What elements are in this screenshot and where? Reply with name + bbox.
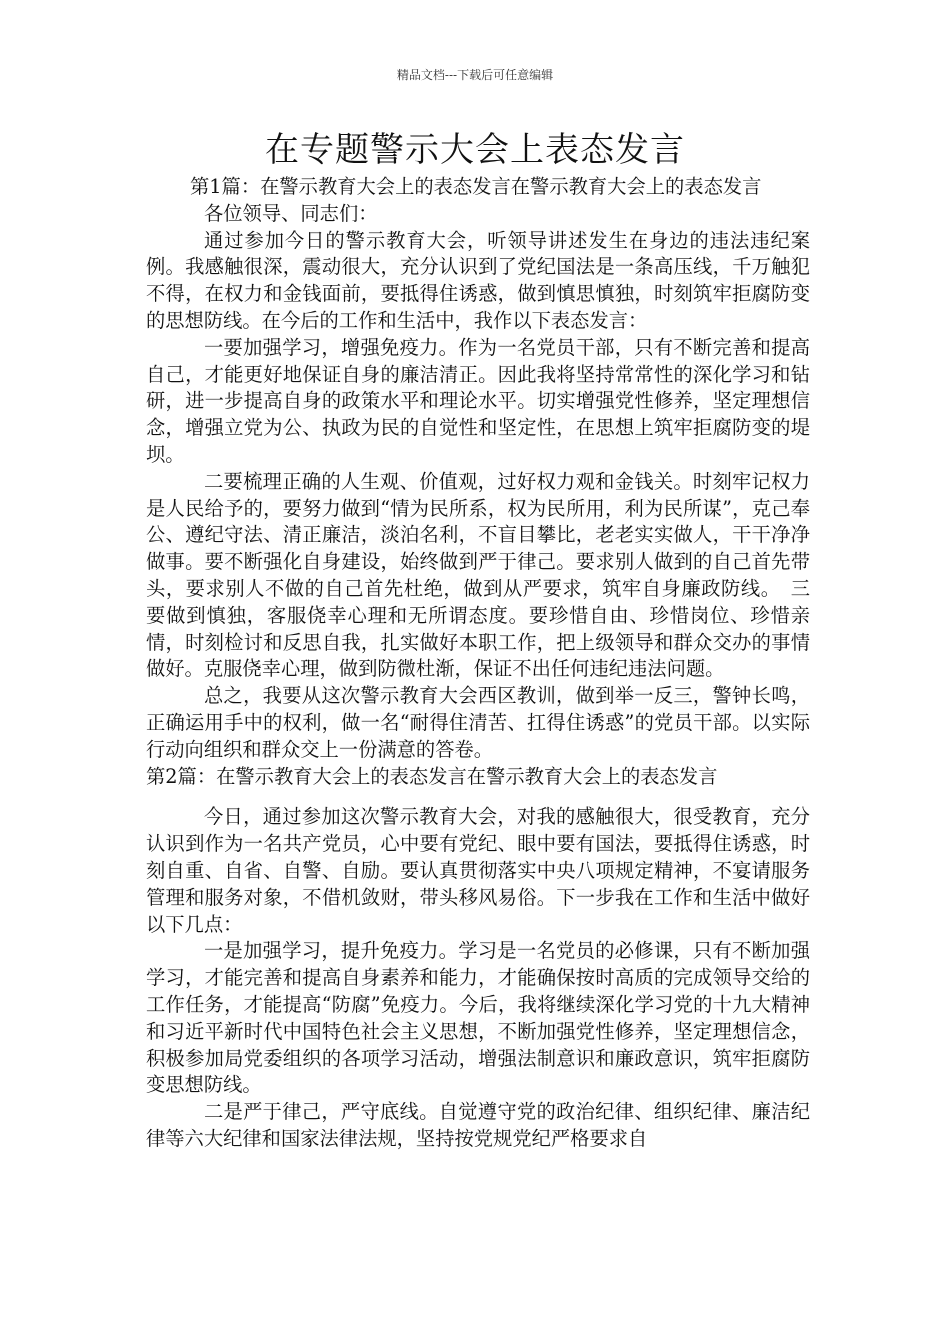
paragraph: 一是加强学习，提升免疫力。学习是一名党员的必修课，只有不断加强学习，才能完善和提高自身素养和能力，才能确保按时高质的完成领导交给的工作任务，才能提高“防腐”免疫力。今后，我将继续深化学习党的十九大精神和习近平新时代中国特色社会主义思想，不断加强党性修养，坚定理想信念，积极参加局党委组织的各项学习活动，增强法制意识和廉政意识，筑牢拒腐防变思想防线。 (146, 939, 810, 1097)
paragraph: 通过参加今日的警示教育大会，听领导讲述发生在身边的违法违纪案例。我感触很深，震动很大，充分认识到了党纪国法是一条高压线，千万触犯不得，在权力和金钱面前，要抵得住诱惑，做到慎思慎独，时刻筑牢拒腐防变的思想防线。在今后的工作和生活中，我作以下表态发言： (146, 228, 810, 332)
paragraph: 今日，通过参加这次警示教育大会，对我的感触很大，很受教育，充分认识到作为一名共产党员，心中要有党纪、眼中要有国法，要抵得住诱惑，时刻自重、自省、自警、自励。要认真贯彻落实中央八项规定精神，不宴请服务管理和服务对象，不借机敛财，带头移风易俗。下一步我在工作和生活中做好以下几点： (146, 805, 810, 936)
paragraph: 总之，我要从这次警示教育大会西区教训，做到举一反三，警钟长鸣，正确运用手中的权利，做一名“耐得住清苦、扛得住诱惑”的党员干部。以实际行动向组织和群众交上一份满意的答卷。 (146, 684, 810, 761)
paragraph: 二是严于律己，严守底线。自觉遵守党的政治纪律、组织纪律、廉洁纪律等六大纪律和国家法律法规，坚持按党规党纪严格要求自 (146, 1100, 810, 1150)
document-title: 在专题警示大会上表态发言 (265, 130, 685, 170)
section-heading: 第1篇：在警示教育大会上的表态发言在警示教育大会上的表态发言 (190, 175, 762, 198)
paragraph: 二要梳理正确的人生观、价值观，过好权力观和金钱关。时刻牢记权力是人民给予的，要努力做到“情为民所系，权为民所用，利为民所谋”，克己奉公、遵纪守法、清正廉洁，淡泊名利，不盲目攀比，老老实实做人，干干净净做事。要不断强化自身建设，始终做到严于律己。要求别人做到的自己首先带头，要求别人不做的自己首先杜绝，做到从严要求，筑牢自身廉政防线。 三要做到慎独，客服侥幸心理和无所谓态度。要珍惜自由、珍惜岗位、珍惜亲情，时刻检讨和反思自我，扎实做好本职工作，把上级领导和群众交办的事情做好。克服侥幸心理，做到防微杜渐，保证不出任何违纪违法问题。 (146, 469, 810, 681)
section-heading: 第2篇：在警示教育大会上的表态发言在警示教育大会上的表态发言 (146, 764, 718, 788)
header-note: 精品文档---下载后可任意编辑 (396, 68, 554, 82)
salutation: 各位领导、同志们： (204, 201, 378, 225)
document-body (146, 174, 810, 1153)
paragraph: 一要加强学习，增强免疫力。作为一名党员干部，只有不断完善和提高自己，才能更好地保证自身的廉洁清正。因此我将坚持常常性的深化学习和钻研，进一步提高自身的政策水平和理论水平。切实增强党性修养，坚定理想信念，增强立党为公、执政为民的自觉性和坚定性，在思想上筑牢拒腐防变的堤坝。 (146, 335, 810, 466)
